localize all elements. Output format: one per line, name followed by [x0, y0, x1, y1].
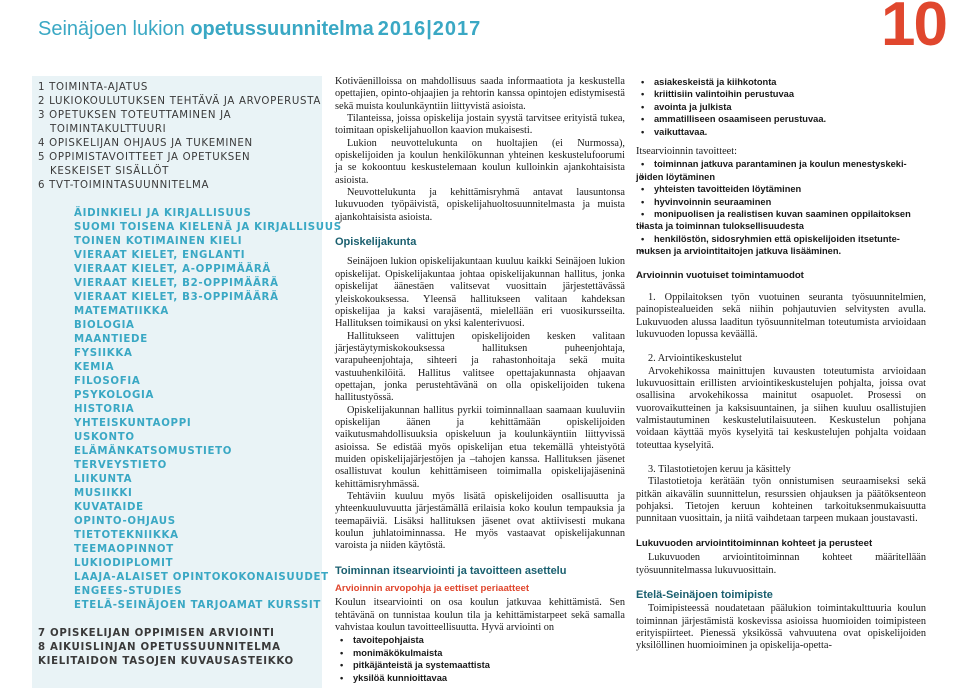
- toc-subject-psykologia[interactable]: PSYKOLOGIA: [74, 390, 155, 401]
- list-item: • yksilöä kunnioittavaa: [335, 672, 625, 684]
- goals-list: [636, 158, 926, 257]
- toc-subject-tietotekniikka[interactable]: TIETOTEKNIIKKA: [74, 530, 179, 541]
- toc-subject-liikunta[interactable]: LIIKUNTA: [74, 474, 133, 485]
- paragraph: Opiskelijakunnan hallitus pyrkii toiminnallaan saamaan kuuluviin opiskelijan äänen ja kehittämään opiskelijoiden vaikutusmahdollisuuksia opiskeluun ja koulunkäyntiin liittyvissä asioissa. Se edistää myös opiskelijan etua tekemällä yhteistyötä muiden opiskelijajärjestöjen ja –tahojen kanssa. Hallituksen jäsenet osallistuvat koulun kehittämiseen toimimalla opiskelijajäseninä kehittämisryhmässä.: [335, 404, 625, 490]
- list-item: • hyvinvoinnin seuraaminen: [636, 196, 926, 208]
- page-header: [38, 18, 481, 41]
- paragraph: Tehtäviin kuuluu myös lisätä opiskelijoiden osallisuutta ja yhteenkuuluvuutta järjestämällä erilaisia koko koulun tempauksia ja teemapäiviä. Lisäksi hallituksen jäsenet ovat aktiivisesti mukana koulun juhlatoiminnassa. He myös vastaavat opiskelijakunnan varoista ja niiden käytöstä.: [335, 491, 625, 552]
- toc-subject-aidinkieli[interactable]: ÄIDINKIELI JA KIRJALLISUUS: [74, 208, 252, 219]
- toc-item-oppimistavoitteet-cont[interactable]: KESKEISET SISÄLLÖT: [50, 166, 169, 177]
- toc-sidebar: [32, 76, 342, 688]
- toc-item-opetuksen-toteuttaminen-cont[interactable]: TOIMINTAKULTTUURI: [50, 124, 167, 135]
- toc-subject-filosofia[interactable]: FILOSOFIA: [74, 376, 141, 387]
- toc-subject-englanti[interactable]: VIERAAT KIELET, ENGLANTI: [74, 250, 246, 261]
- header-year: 2016|2017: [377, 18, 482, 40]
- paragraph-title: 3. Tilastotietojen keruu ja käsittely: [648, 464, 791, 476]
- list-item-text: toiminnan jatkuva parantaminen ja koulun menestyskeki-: [654, 159, 907, 170]
- paragraph: Lukion neuvottelukunta on huoltajien (ei Nurmossa), opiskelijoiden ja koulun henkilökunnan yhteinen keskustelufoorumi ja se kokoontuu keskustelemaan koulun kulloinkin ajankohtaisista asioista.: [335, 137, 625, 186]
- toc-subject-a-oppimaara[interactable]: VIERAAT KIELET, A-OPPIMÄÄRÄ: [74, 264, 271, 275]
- paragraph: Lukuvuoden arviointitoiminnan kohteet määritellään työsuunnitelmassa lukuvuosittain.: [636, 552, 926, 576]
- toc-subject-suomi-toisena[interactable]: SUOMI TOISENA KIELENÄ JA KIRJALLISUUS: [74, 222, 342, 233]
- toc-item-opetuksen-toteuttaminen[interactable]: 3 OPETUKSEN TOTEUTTAMINEN JA: [38, 110, 232, 121]
- page-number: 10: [881, 0, 946, 59]
- toc-subject-kuvataide[interactable]: KUVATAIDE: [74, 502, 144, 513]
- list-item: • pitkäjänteistä ja systemaattista: [335, 659, 625, 671]
- toc-item-kielitaidon-tasot[interactable]: KIELITAIDON TASOJEN KUVAUSASTEIKKO: [38, 656, 294, 667]
- list-item: [636, 208, 926, 220]
- toc-subject-elamankatsomustieto[interactable]: ELÄMÄNKATSOMUSTIETO: [74, 446, 233, 457]
- paragraph: Kotiväenilloissa on mahdollisuus saada informaatiota ja keskustella opettajien, opinto-ohjaajien ja rehtorin kanssa opintojen edistymisestä sekä muista koulunkäyntiin liittyvistä asioista.: [335, 76, 625, 112]
- toc-subject-engees-studies[interactable]: ENGEES-STUDIES: [74, 586, 183, 597]
- toc-subject-lukiodiplomit[interactable]: LUKIODIPLOMIT: [74, 558, 174, 569]
- toc-subject-uskonto[interactable]: USKONTO: [74, 432, 135, 443]
- list-item-continuation: [636, 171, 926, 183]
- toc-subject-opinto-ohjaus[interactable]: OPINTO-OHJAUS: [74, 516, 176, 527]
- toc-subject-musiikki[interactable]: MUSIIKKI: [74, 488, 133, 499]
- list-item: • avointa ja julkista: [636, 101, 926, 113]
- subheading-arvopohja: Arvioinnin arvopohja ja eettiset periaatteet: [335, 583, 530, 595]
- list-item: • vaikuttavaa.: [636, 126, 926, 138]
- list-item-text: monipuolisen ja realistisen kuvan saaminen oppilaitoksen: [654, 209, 911, 219]
- list-item: • asiakeskeistä ja kiihkotonta: [636, 76, 926, 88]
- toc-subject-laaja-alaiset[interactable]: LAAJA-ALAISET OPINTOKOKONAISUUDET: [74, 572, 329, 583]
- toc-subject-yhteiskuntaoppi[interactable]: YHTEISKUNTAOPPI: [74, 418, 192, 429]
- toc-subject-maantiede[interactable]: MAANTIEDE: [74, 334, 148, 345]
- toc-subject-fysiikka[interactable]: FYSIIKKA: [74, 348, 133, 359]
- list-item-text: henkilöstön, sidosryhmien että opiskelijoiden itsetunte-: [654, 233, 900, 244]
- section-heading-opiskelijakunta: Opiskelijakunta: [335, 236, 417, 249]
- toc-subject-biologia[interactable]: BIOLOGIA: [74, 320, 135, 331]
- paragraph: Hallitukseen valittujen opiskelijoiden kesken valitaan järjestäytymiskokouksessa hallituksen puheenjohtaja, varapuheenjohtaja, sihteeri ja rahastonhoitaja sekä muita vastuuhenkilöitä. Hallitus valitsee opettajakunnasta ohjaavan opettajan, jonka perustehtävänä on olla opiskelijoiden tukena hallitustyössä.: [335, 330, 625, 404]
- list-item-continuation: [636, 220, 926, 232]
- text-column-right: [636, 76, 926, 653]
- list-item: • tavoitepohjaista: [335, 634, 625, 646]
- section-heading-etela-seinajoki: Etelä-Seinäjoen toimipiste: [636, 588, 773, 601]
- bullet-list: [335, 634, 625, 684]
- header-title-prefix: Seinäjoen lukion: [38, 18, 191, 40]
- list-item-text: tilasta ja toiminnan tuloksellisuudesta: [636, 221, 804, 232]
- list-item: [636, 233, 926, 245]
- list-item: • ammatilliseen osaamiseen perustuvaa.: [636, 113, 926, 125]
- toc-subject-terveystieto[interactable]: TERVEYSTIETO: [74, 460, 168, 471]
- paragraph: 1. Oppilaitoksen työn vuotuinen seuranta työsuunnitelmien, painopistealueiden sekä niihin pohjautuvien selvitysten avulla. Lukuvuoden alussa laaditun työsuunnitelman toteutumista arvioidaan lukuvuoden lopussa keväällä.: [636, 291, 926, 340]
- section-heading-itsearviointi: Toiminnan itsearviointi ja tavoitteen asettelu: [335, 564, 567, 577]
- toc-item-aikuislinja[interactable]: 8 AIKUISLINJAN OPETUSSUUNNITELMA: [38, 642, 281, 653]
- paragraph: Seinäjoen lukion opiskelijakuntaan kuuluu kaikki Seinäjoen lukion opiskelijat. Opiskelijakuntaa johtaa opiskelijakunnan hallitus, jonka opiskelijat äänestäen valitsevat vuosittain järjestettävässä yleiskokouksessa. Yleensä hallitukseen valitaan kahdeksan opiskelijaa ja kaksi varajäsentä, mielellään eri vuosikursseilta. Hallituksen toimikausi on yksi kalenterivuosi.: [335, 256, 625, 330]
- list-item: [636, 158, 926, 170]
- toc-item-toiminta-ajatus[interactable]: 1 TOIMINTA-AJATUS: [38, 82, 149, 93]
- toc-subject-b3-oppimaara[interactable]: VIERAAT KIELET, B3-OPPIMÄÄRÄ: [74, 292, 279, 303]
- text-column-middle: [335, 76, 625, 684]
- toc-item-tvt-toimintasuunnitelma[interactable]: 6 TVT-TOIMINTASUUNNITELMA: [38, 180, 210, 191]
- subheading-kohteet: Lukuvuoden arviointitoiminnan kohteet ja perusteet: [636, 537, 873, 549]
- toc-subject-kemia[interactable]: KEMIA: [74, 362, 115, 373]
- paragraph: Toimipisteessä noudatetaan päälukion toimintakulttuuria koulun toiminnan järjestämistä koskevissa asioissa huomioiden toimipisteen erityispiirteet. Pienessä yksikössä vahvuutena ovat opiskelijoiden yksilöllinen huomioiminen ja opiskelija-opetta-: [636, 603, 926, 652]
- paragraph: Arvokehikossa mainittujen kuvausten toteutumista arvioidaan lukuvuosittain erillisten arviointikeskustelujen pohjalta, joissa ovat osallisina arvokehikossa mainitut osapuolet. Prosessi on vuorovaikutteinen ja kaksisuuntainen, ja siihen kuuluu osallistujien valmistautuminen keskustelutilaisuuteen. Keskustelun pohjana voidaan käyttää myös kyselyitä tai keskustelujen pohjalta voidaan toteuttaa kyselyitä.: [636, 365, 926, 451]
- paragraph: Koulun itsearviointi on osa koulun jatkuvaa kehittämistä. Sen tehtävänä on tunnistaa koulun tila ja kehittämistarpeet sekä samalla vahvistaa koulun tavoitteellisuutta. Hyvä arviointi on: [335, 597, 625, 634]
- paragraph-title: 2. Arviointikeskustelut: [648, 353, 742, 365]
- paragraph: Neuvottelukunta ja kehittämisryhmä antavat lausuntonsa lukuvuoden työpäivistä, opiskelijahuoltosuunnitelmasta ja muista ajankohtaisista asioista.: [335, 187, 625, 223]
- list-item-text: muksen ja arviointitaitojen jatkuva lisääminen.: [636, 246, 842, 257]
- header-title-bold: opetussuunnitelma: [190, 18, 374, 40]
- list-item: • kriittisiin valintoihin perustuvaa: [636, 88, 926, 100]
- toc-subject-historia[interactable]: HISTORIA: [74, 404, 135, 415]
- toc-subject-matematiikka[interactable]: MATEMATIIKKA: [74, 306, 169, 317]
- list-item-continuation: [636, 245, 926, 257]
- subheading-vuotuiset: Arvioinnin vuotuiset toimintamuodot: [636, 269, 804, 281]
- toc-subject-toinen-kotimainen[interactable]: TOINEN KOTIMAINEN KIELI: [74, 236, 243, 247]
- goals-intro: Itsearvioinnin tavoitteet:: [636, 146, 737, 158]
- paragraph: Tilastotietoja kerätään työn onnistumisen seuraamiseksi sekä pitkän aikavälin suunnittelun, resurssien ohjauksen ja päätöksenteon pohjaksi. Tietojen keruun kohteinen tarkoituksenmukaisuutta punnitaan vuosittain, ja niitä vaihdetaan tarpeen mukaan joustavasti.: [636, 476, 926, 525]
- toc-item-opiskelijan-ohjaus[interactable]: 4 OPISKELIJAN OHJAUS JA TUKEMINEN: [38, 138, 253, 149]
- toc-item-oppimistavoitteet[interactable]: 5 OPPIMISTAVOITTEET JA OPETUKSEN: [38, 152, 251, 163]
- paragraph: Tilanteissa, joissa opiskelija jostain syystä tarvitsee erityistä tukea, toimitaan opiskelijahuollon kaavion mukaisesti.: [335, 113, 625, 137]
- toc-subject-teemaopinnot[interactable]: TEEMAOPINNOT: [74, 544, 174, 555]
- toc-subject-b2-oppimaara[interactable]: VIERAAT KIELET, B2-OPPIMÄÄRÄ: [74, 278, 279, 289]
- list-item: • yhteisten tavoitteiden löytäminen: [636, 183, 926, 195]
- toc-item-oppimisen-arviointi[interactable]: 7 OPISKELIJAN OPPIMISEN ARVIOINTI: [38, 628, 275, 639]
- list-item: • monimäkökulmaista: [335, 647, 625, 659]
- list-item-text: jöiden löytäminen: [636, 171, 716, 182]
- toc-subject-etela-seinajoen-kurssit[interactable]: ETELÄ-SEINÄJOEN TARJOAMAT KURSSIT: [74, 600, 322, 611]
- toc-item-lukiokoulutuksen-tehtava[interactable]: 2 LUKIOKOULUTUKSEN TEHTÄVÄ JA ARVOPERUSTA: [38, 96, 321, 107]
- bullet-list: [636, 76, 926, 138]
